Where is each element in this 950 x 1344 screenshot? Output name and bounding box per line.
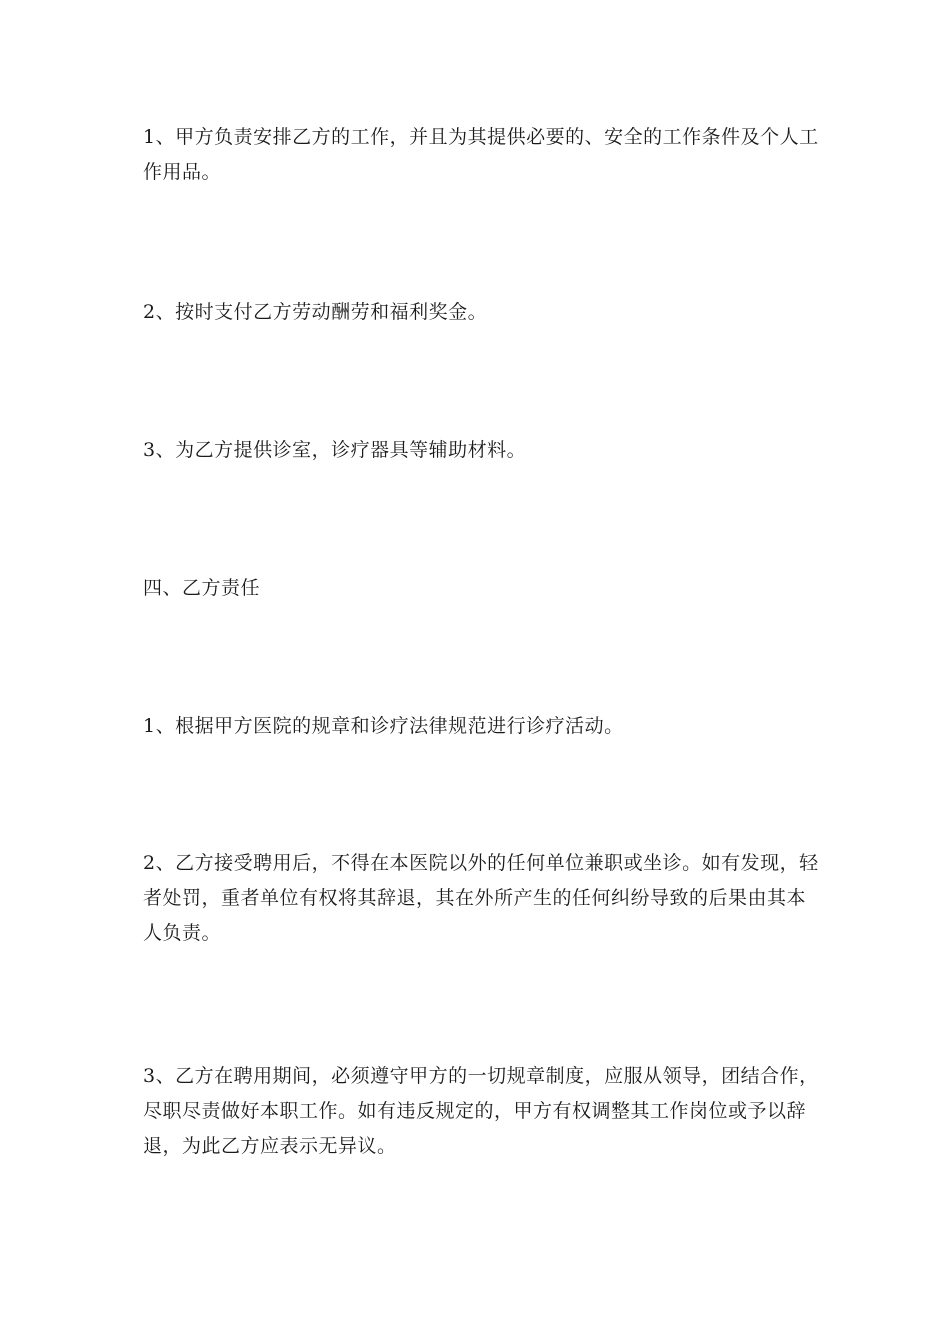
section-heading-party-b-responsibility [143, 571, 823, 606]
paragraph-party-a-duty-3 [143, 433, 823, 468]
paragraph-party-a-duty-1 [143, 120, 823, 190]
text-line: 四、乙方责任 [143, 577, 261, 599]
text-line: 3、乙方在聘用期间，必须遵守甲方的一切规章制度，应服从领导，团结合作， [143, 1065, 819, 1087]
paragraph-party-b-duty-2 [143, 846, 823, 951]
text-line: 者处罚，重者单位有权将其辞退，其在外所产生的任何纠纷导致的后果由其本 [143, 887, 807, 909]
text-line: 退，为此乙方应表示无异议。 [143, 1135, 397, 1157]
text-line: 2、按时支付乙方劳动酬劳和福利奖金。 [143, 301, 488, 323]
text-line: 2、乙方接受聘用后，不得在本医院以外的任何单位兼职或坐诊。如有发现，轻 [143, 852, 819, 874]
paragraph-party-b-duty-3 [143, 1059, 823, 1164]
text-line: 作用品。 [143, 161, 222, 183]
text-line: 1、根据甲方医院的规章和诊疗法律规范进行诊疗活动。 [143, 715, 624, 737]
paragraph-party-a-duty-2 [143, 295, 823, 330]
text-line: 尽职尽责做好本职工作。如有违反规定的，甲方有权调整其工作岗位或予以辞 [143, 1100, 807, 1122]
text-line: 人负责。 [143, 922, 222, 944]
text-line: 3、为乙方提供诊室，诊疗器具等辅助材料。 [143, 439, 527, 461]
text-line: 1、甲方负责安排乙方的工作，并且为其提供必要的、安全的工作条件及个人工 [143, 126, 819, 148]
paragraph-party-b-duty-1 [143, 709, 823, 744]
